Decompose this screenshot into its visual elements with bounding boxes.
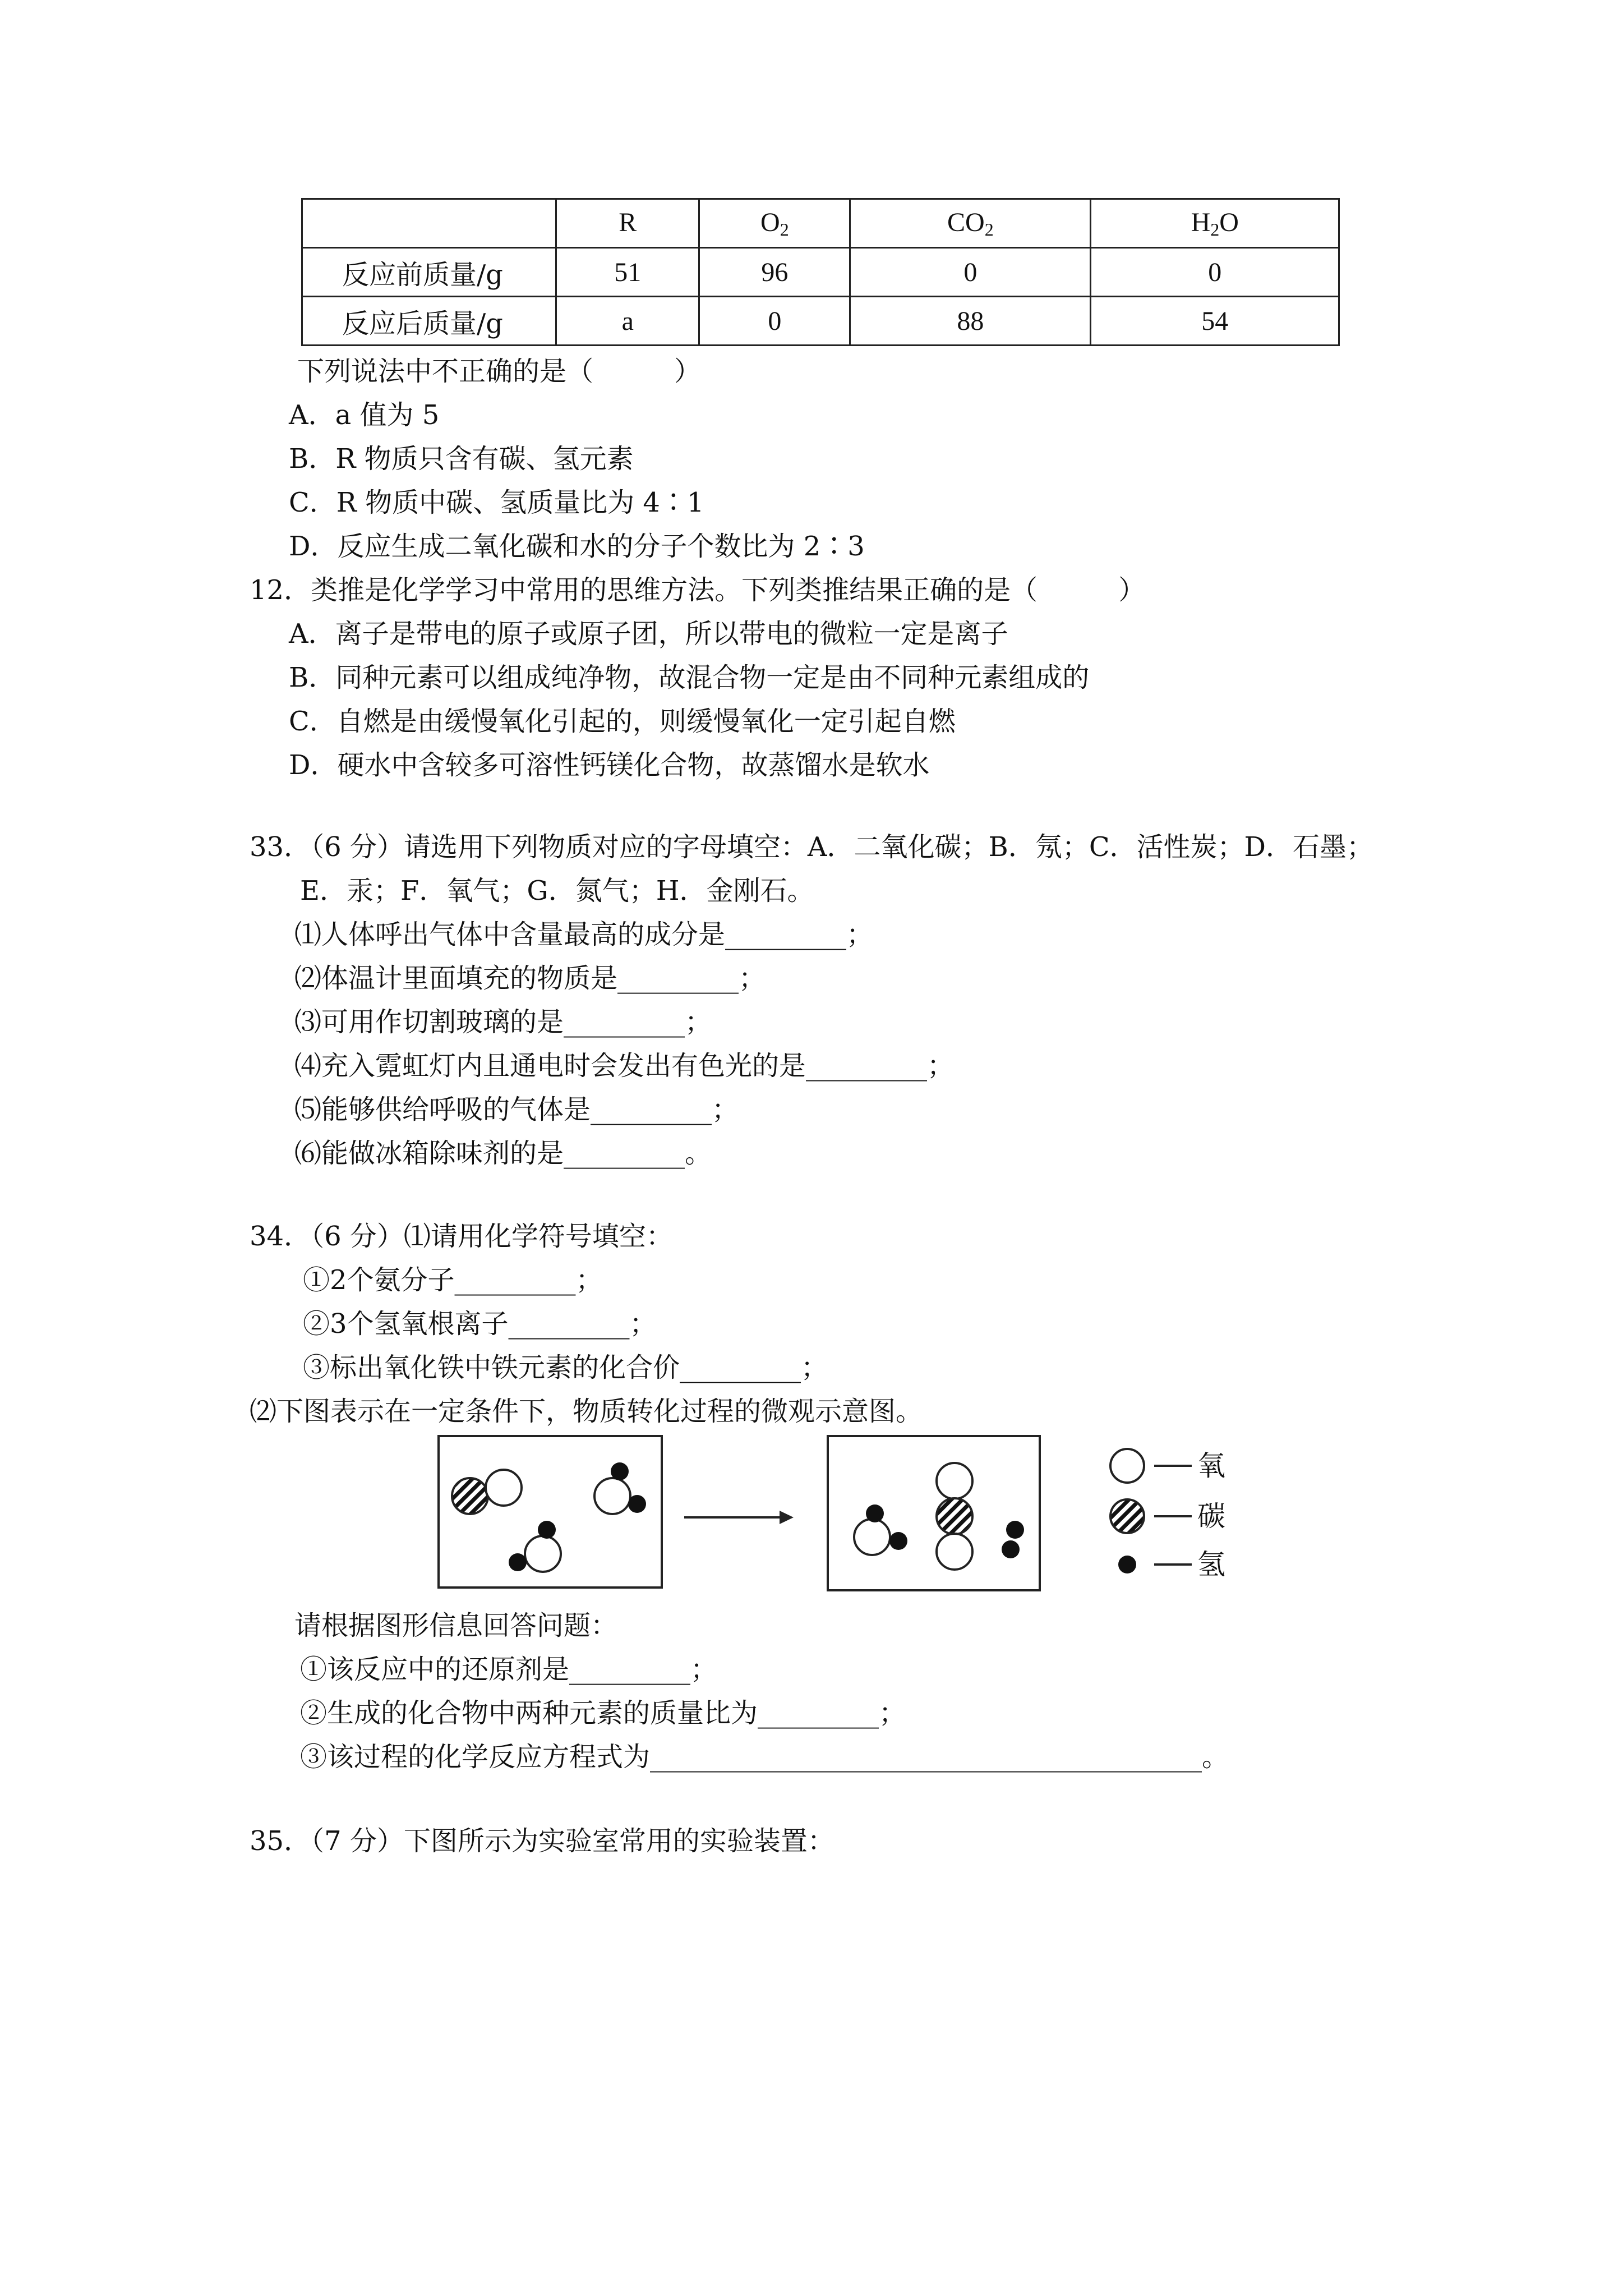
table-cell: 0 — [699, 297, 850, 346]
q11-stem: 下列说法中不正确的是（ ） — [297, 356, 702, 387]
oxygen-atom — [854, 1519, 890, 1555]
q34-sub-item-3: ③该过程的化学反应方程式为_________________________________________。 — [300, 1741, 1229, 1773]
q34-part2-stem: ⑵下图表示在一定条件下，物质转化过程的微观示意图。 — [250, 1396, 923, 1427]
legend-carbon-swatch — [1110, 1499, 1144, 1533]
q35-stem: 35．（7 分）下图所示为实验室常用的实验装置： — [250, 1825, 834, 1857]
table-header-cell: $H_2O$ — [1091, 199, 1339, 248]
q33-item-6: ⑹能做冰箱除味剂的是_________。 — [294, 1138, 712, 1169]
q11-option-c: C．R 物质中碳、氢质量比为 4∶1 — [289, 487, 704, 518]
hydrogen-atom — [628, 1495, 646, 1513]
oxygen-atom — [937, 1534, 972, 1570]
q33-stem-line2: E．汞；F．氧气；G．氮气；H．金刚石。 — [300, 875, 814, 907]
q12-stem: 12．类推是化学学习中常用的思维方法。下列类推结果正确的是（ ） — [250, 574, 1146, 606]
q11-option-d: D．反应生成二氧化碳和水的分子个数比为 2∶3 — [289, 531, 865, 562]
q11-option-b: B．R 物质只含有碳、氢元素 — [289, 443, 634, 475]
q12-option-c: C．自燃是由缓慢氧化引起的，则缓慢氧化一定引起自燃 — [289, 706, 956, 737]
table-row — [302, 297, 1339, 346]
table-header-row — [302, 199, 1339, 248]
oxygen-atom — [937, 1463, 972, 1499]
q33-item-3: ⑶可用作切割玻璃的是_________； — [294, 1006, 712, 1038]
legend-hydrogen-label: 氢 — [1197, 1548, 1225, 1581]
q11-option-a: A．a 值为 5 — [289, 399, 440, 431]
carbon-atom — [937, 1498, 972, 1534]
q34-item-3: ③标出氧化铁中铁元素的化合价_________； — [303, 1352, 828, 1383]
q34-sub-item-1: ①该反应中的还原剂是_________； — [300, 1654, 718, 1685]
q12-option-d: D．硬水中含较多可溶性钙镁化合物，故蒸馏水是软水 — [289, 749, 930, 781]
q12-option-b: B．同种元素可以组成纯净物，故混合物一定是由不同种元素组成的 — [289, 662, 1090, 693]
reaction-arrow-head — [780, 1511, 794, 1524]
hydrogen-atom — [509, 1553, 527, 1571]
table-row-label: 反应前质量/g — [302, 248, 556, 297]
hydrogen-atom — [538, 1521, 556, 1539]
legend-oxygen-swatch — [1110, 1449, 1144, 1483]
legend-hydrogen-swatch — [1118, 1556, 1136, 1573]
oxygen-atom — [594, 1478, 630, 1514]
hydrogen-atom — [889, 1532, 907, 1550]
legend-oxygen-label: 氧 — [1197, 1450, 1225, 1482]
q34-sub-item-2: ②生成的化合物中两种元素的质量比为_________； — [300, 1697, 906, 1729]
oxygen-atom — [486, 1470, 522, 1506]
q34-item-1: ①2个氨分子_________； — [303, 1264, 603, 1296]
legend-carbon-label: 碳 — [1197, 1500, 1225, 1533]
hydrogen-atom — [866, 1504, 884, 1522]
q33-item-4: ⑷充入霓虹灯内且通电时会发出有色光的是_________； — [294, 1050, 955, 1082]
molecule-diagram — [437, 1433, 1251, 1602]
hydrogen-atom — [611, 1462, 629, 1480]
hydrogen-atom — [1002, 1540, 1020, 1558]
q33-item-1: ⑴人体呼出气体中含量最高的成分是_________； — [294, 919, 874, 950]
table-cell: 0 — [1091, 248, 1339, 297]
hydrogen-atom — [1006, 1521, 1024, 1539]
table-cell: 0 — [850, 248, 1091, 297]
table-cell: a — [556, 297, 699, 346]
table-header-cell: $O_2$ — [699, 199, 850, 248]
products-box — [828, 1436, 1040, 1590]
table-row — [302, 248, 1339, 297]
q12-option-a: A．离子是带电的原子或原子团，所以带电的微粒一定是离子 — [289, 618, 1008, 650]
q33-stem-line1: 33．（6 分）请选用下列物质对应的字母填空：A．二氧化碳；B．氖；C．活性炭；D．石墨； — [250, 831, 1374, 863]
q33-item-5: ⑸能够供给呼吸的气体是_________； — [294, 1094, 739, 1125]
table-cell: 54 — [1091, 297, 1339, 346]
table-cell: 51 — [556, 248, 699, 297]
q34-item-2: ②3个氢氧根离子_________； — [303, 1308, 657, 1340]
q34-prompt: 请根据图形信息回答问题： — [294, 1610, 618, 1641]
q33-item-2: ⑵体温计里面填充的物质是_________； — [294, 963, 766, 994]
table-cell: 96 — [699, 248, 850, 297]
mass-table — [301, 198, 1340, 346]
table-header-cell: $CO_2$ — [850, 199, 1091, 248]
table-cell: 88 — [850, 297, 1091, 346]
table-header-cell: R — [556, 199, 699, 248]
q34-stem: 34．（6 分）⑴请用化学符号填空： — [250, 1221, 673, 1252]
table-row-label: 反应后质量/g — [302, 297, 556, 346]
oxygen-atom — [525, 1536, 561, 1572]
table-corner-cell — [302, 199, 556, 248]
carbon-atom — [452, 1478, 488, 1514]
